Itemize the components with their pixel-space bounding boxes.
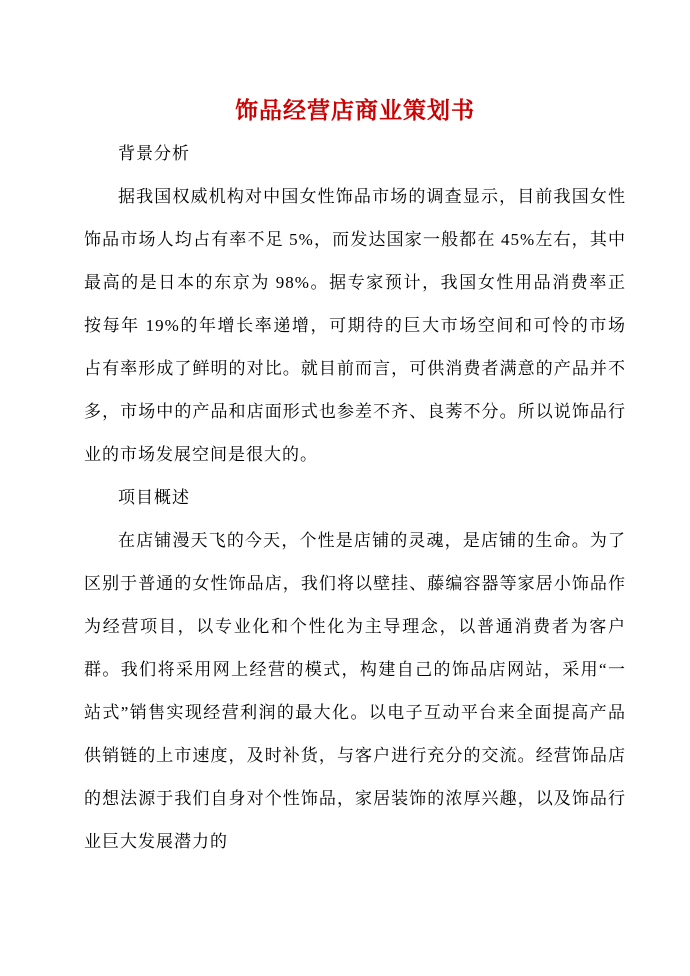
document-title: 饰品经营店商业策划书 xyxy=(235,98,475,123)
paragraph-background-analysis: 据我国权威机构对中国女性饰品市场的调查显示，目前我国女性饰品市场人均占有率不足 5%，而发达国家一般都在 45%左右，其中最高的是日本的东京为 98%。据专家预计，我国女性用品消费率正按每年 19%的年增长率递增，可期待的巨大市场空间和可怜的市场占有率形成了鲜明的对比。就目前而言，可供消费者满意的产品并不多，市场中的产品和店面形式也参差不齐、良莠不分。所以说饰品行业的市场发展空间是很大的。 xyxy=(84,187,626,464)
section-heading-background-analysis: 背景分析 xyxy=(118,144,190,163)
section-heading-project-overview: 项目概述 xyxy=(118,488,190,507)
paragraph-project-overview: 在店铺漫天飞的今天，个性是店铺的灵魂，是店铺的生命。为了区别于普通的女性饰品店，我们将以壁挂、藤编容器等家居小饰品作为经营项目，以专业化和个性化为主导理念，以普通消费者为客户群。我们将采用网上经营的模式，构建自己的饰品店网站，采用“一站式”销售实现经营利润的最大化。以电子互动平台来全面提高产品供销链的上市速度，及时补货，与客户进行充分的交流。经营饰品店的想法源于我们自身对个性饰品，家居装饰的浓厚兴趣，以及饰品行业巨大发展潜力的 xyxy=(84,531,626,851)
